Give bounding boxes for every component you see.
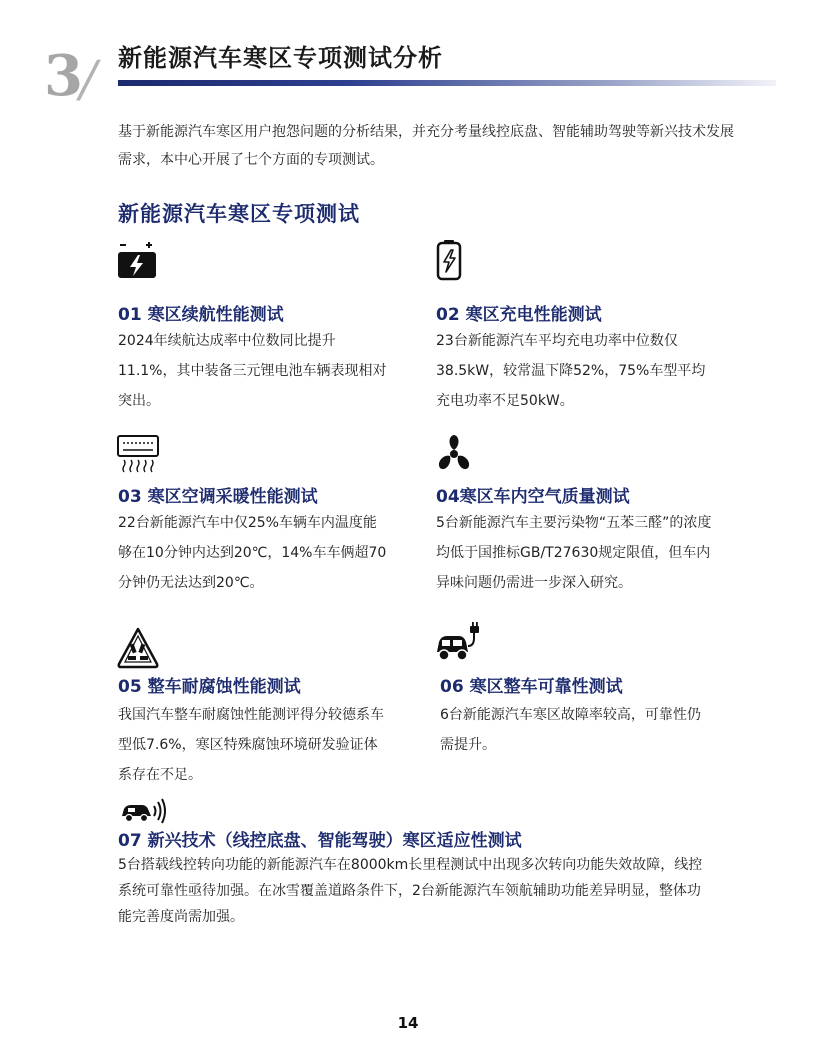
smart-car-signal-icon <box>120 796 170 826</box>
item-06-title: 06 寒区整车可靠性测试 <box>440 677 623 697</box>
ev-plug-car-icon <box>434 622 478 666</box>
item-04-title: 04寒区车内空气质量测试 <box>436 487 630 507</box>
item-06-body: 6台新能源汽车寒区故障率较高，可靠性仍需提升。 <box>440 707 701 753</box>
corrosion-warning-icon <box>116 626 160 670</box>
page-number: 14 <box>397 1014 419 1032</box>
item-07-title: 07 新兴技术（线控底盘、智能驾驶）寒区适应性测试 <box>118 831 522 851</box>
item-03-body: 22台新能源汽车中仅25%车辆车内温度能够在10分钟内达到20℃，14%车车俩超70分钟仍无法达到20℃。 <box>118 515 387 591</box>
title-underline-bar <box>118 80 776 86</box>
section-slash: / <box>80 50 97 108</box>
intro-paragraph: 基于新能源汽车寒区用户抱怨问题的分析结果，并充分考量线控底盘、智能辅助驾驶等新兴技术发展需求，本中心开展了七个方面的专项测试。 <box>118 124 734 168</box>
section-number: 3 <box>44 43 81 109</box>
item-07-body: 5台搭载线控转向功能的新能源汽车在8000km长里程测试中出现多次转向功能失效故障，线控系统可靠性亟待加强。在冰雪覆盖道路条件下，2台新能源汽车领航辅助功能差异明显，整体功能完善度尚需加强。 <box>118 857 703 925</box>
item-02-body: 23台新能源汽车平均充电功率中位数仅38.5kW，较常温下降52%，75%车型平均充电功率不足50kW。 <box>436 333 706 409</box>
air-conditioner-icon <box>116 432 160 476</box>
item-05-title: 05 整车耐腐蚀性能测试 <box>118 677 301 697</box>
charging-icon <box>430 238 474 282</box>
item-03-title: 03 寒区空调采暖性能测试 <box>118 487 318 507</box>
item-02-title: 02 寒区充电性能测试 <box>436 305 602 325</box>
item-05-body: 我国汽车整车耐腐蚀性能测评得分较德系车型低7.6%，寒区特殊腐蚀环境研发验证体系存在不足。 <box>118 707 384 783</box>
page-title: 新能源汽车寒区专项测试分析 <box>118 44 443 72</box>
battery-icon <box>116 240 160 284</box>
item-04-body: 5台新能源汽车主要污染物“五苯三醛”的浓度均低于国推标GB/T27630规定限值，但车内异味问题仍需进一步深入研究。 <box>436 515 712 591</box>
item-01-title: 01 寒区续航性能测试 <box>118 305 284 325</box>
subsection-title: 新能源汽车寒区专项测试 <box>118 202 360 226</box>
fan-icon <box>432 432 476 476</box>
item-01-body: 2024年续航达成率中位数同比提升11.1%，其中装备三元锂电池车辆表现相对突出。 <box>118 333 387 409</box>
